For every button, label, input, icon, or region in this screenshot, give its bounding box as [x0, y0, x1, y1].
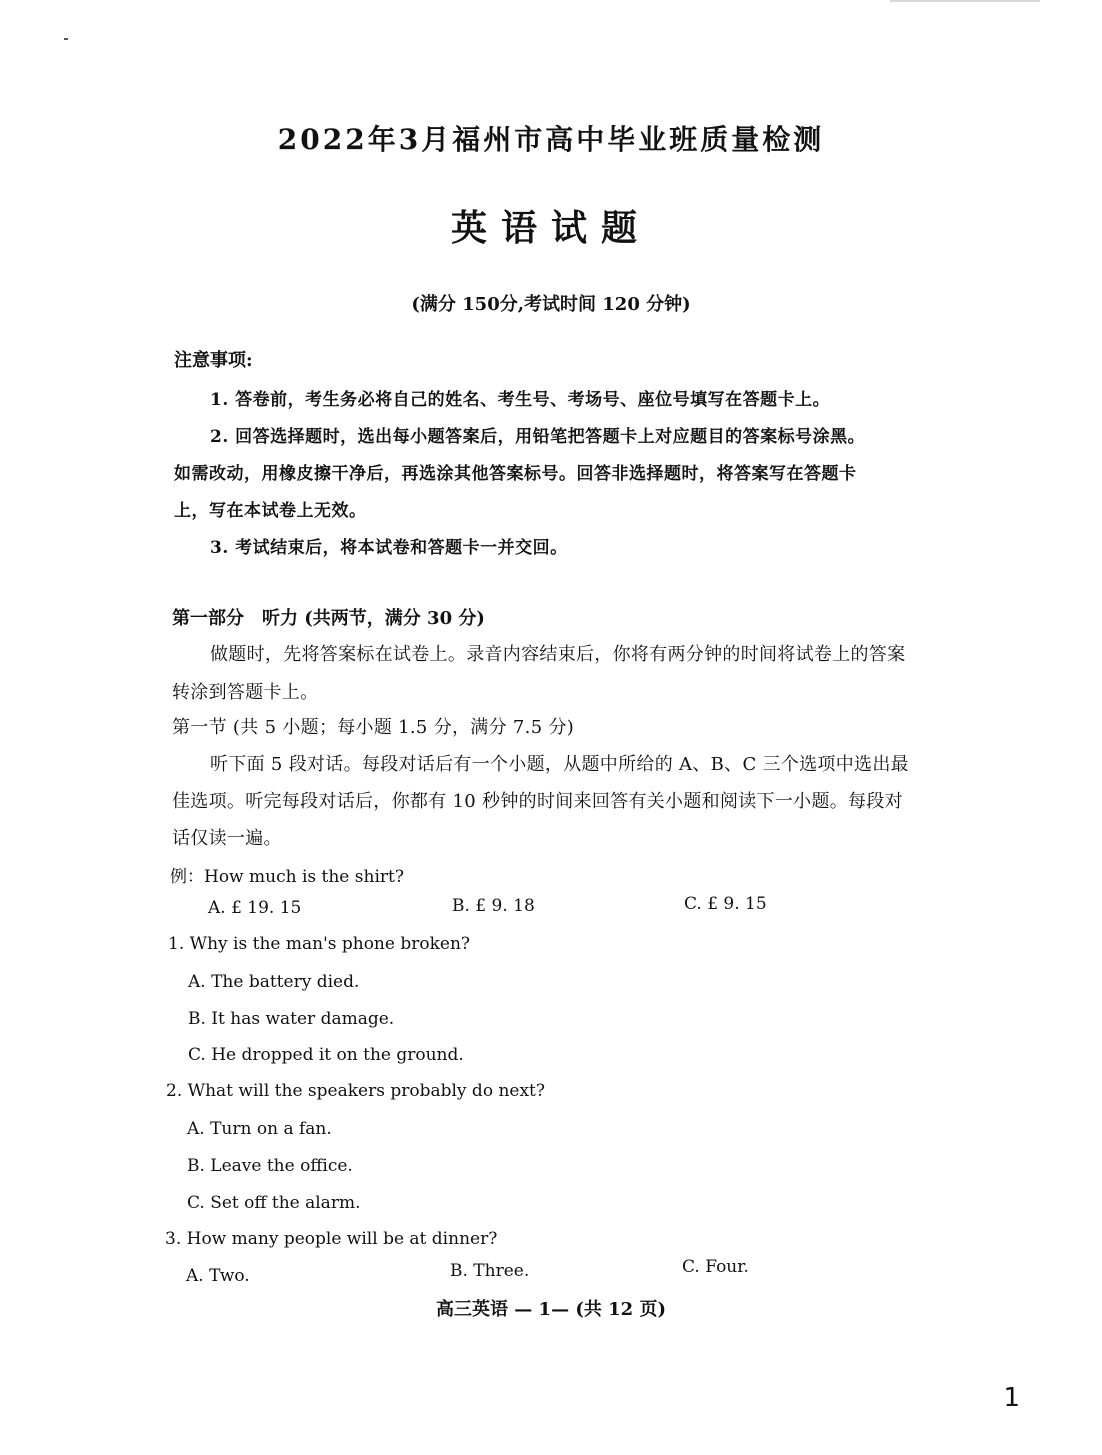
top-edge-line — [890, 0, 1040, 2]
section1-heading: 第一节 (共 5 小题；每小题 1.5 分，满分 7.5 分) — [172, 717, 575, 738]
notice-line-2b: 如需改动，用橡皮擦干净后，再选涂其他答案标号。回答非选择题时，将答案写在答题卡 — [174, 464, 857, 484]
question-2: 2. What will the speakers probably do next? — [166, 1081, 545, 1101]
example-option-a: A. £ 19. 15 — [208, 898, 302, 918]
page-footer: 高三英语 — 1— (共 12 页) — [436, 1299, 666, 1320]
question-2-option-b: B. Leave the office. — [187, 1156, 353, 1176]
example-question: 例：How much is the shirt? — [170, 867, 404, 887]
example-option-b: B. £ 9. 18 — [452, 896, 535, 916]
notice-line-1: 1. 答卷前，考生务必将自己的姓名、考生号、考场号、座位号填写在答题卡上。 — [210, 390, 831, 410]
section1-text-a: 听下面 5 段对话。每段对话后有一个小题，从题中所给的 A、B、C 三个选项中选出最 — [210, 754, 909, 775]
question-1-option-b: B. It has water damage. — [188, 1009, 395, 1029]
question-2-option-c: C. Set off the alarm. — [187, 1193, 361, 1213]
notice-line-2a: 2. 回答选择题时，选出每小题答案后，用铅笔把答题卡上对应题目的答案标号涂黑。 — [210, 427, 866, 447]
example-option-c: C. £ 9. 15 — [684, 894, 767, 914]
question-1-option-c: C. He dropped it on the ground. — [188, 1045, 464, 1065]
scan-speck — [64, 38, 68, 40]
part1-heading: 第一部分 听力 (共两节，满分 30 分) — [172, 608, 485, 629]
exam-info: (满分 150分,考试时间 120 分钟) — [411, 294, 691, 315]
question-3-option-a: A. Two. — [186, 1266, 250, 1286]
question-3-option-c: C. Four. — [682, 1257, 749, 1277]
question-3: 3. How many people will be at dinner? — [165, 1229, 498, 1249]
part1-intro-a: 做题时，先将答案标在试卷上。录音内容结束后，你将有两分钟的时间将试卷上的答案 — [210, 644, 906, 665]
question-1-option-a: A. The battery died. — [188, 972, 360, 992]
question-2-option-a: A. Turn on a fan. — [187, 1119, 332, 1139]
notice-heading: 注意事项: — [174, 350, 253, 371]
section1-text-c: 话仅读一遍。 — [172, 828, 282, 849]
question-3-option-b: B. Three. — [450, 1261, 530, 1281]
notice-line-3: 3. 考试结束后，将本试卷和答题卡一并交回。 — [210, 538, 568, 558]
part1-intro-b: 转涂到答题卡上。 — [172, 682, 319, 703]
page-number: 1 — [1003, 1383, 1020, 1413]
section1-text-b: 佳选项。听完每段对话后，你都有 10 秒钟的时间来回答有关小题和阅读下一小题。每段对 — [172, 791, 903, 812]
subject-title: 英语试题 — [450, 207, 651, 249]
notice-line-2c: 上，写在本试卷上无效。 — [174, 501, 367, 521]
question-1: 1. Why is the man's phone broken? — [168, 934, 471, 954]
exam-title: 2022年3月福州市高中毕业班质量检测 — [277, 123, 825, 156]
